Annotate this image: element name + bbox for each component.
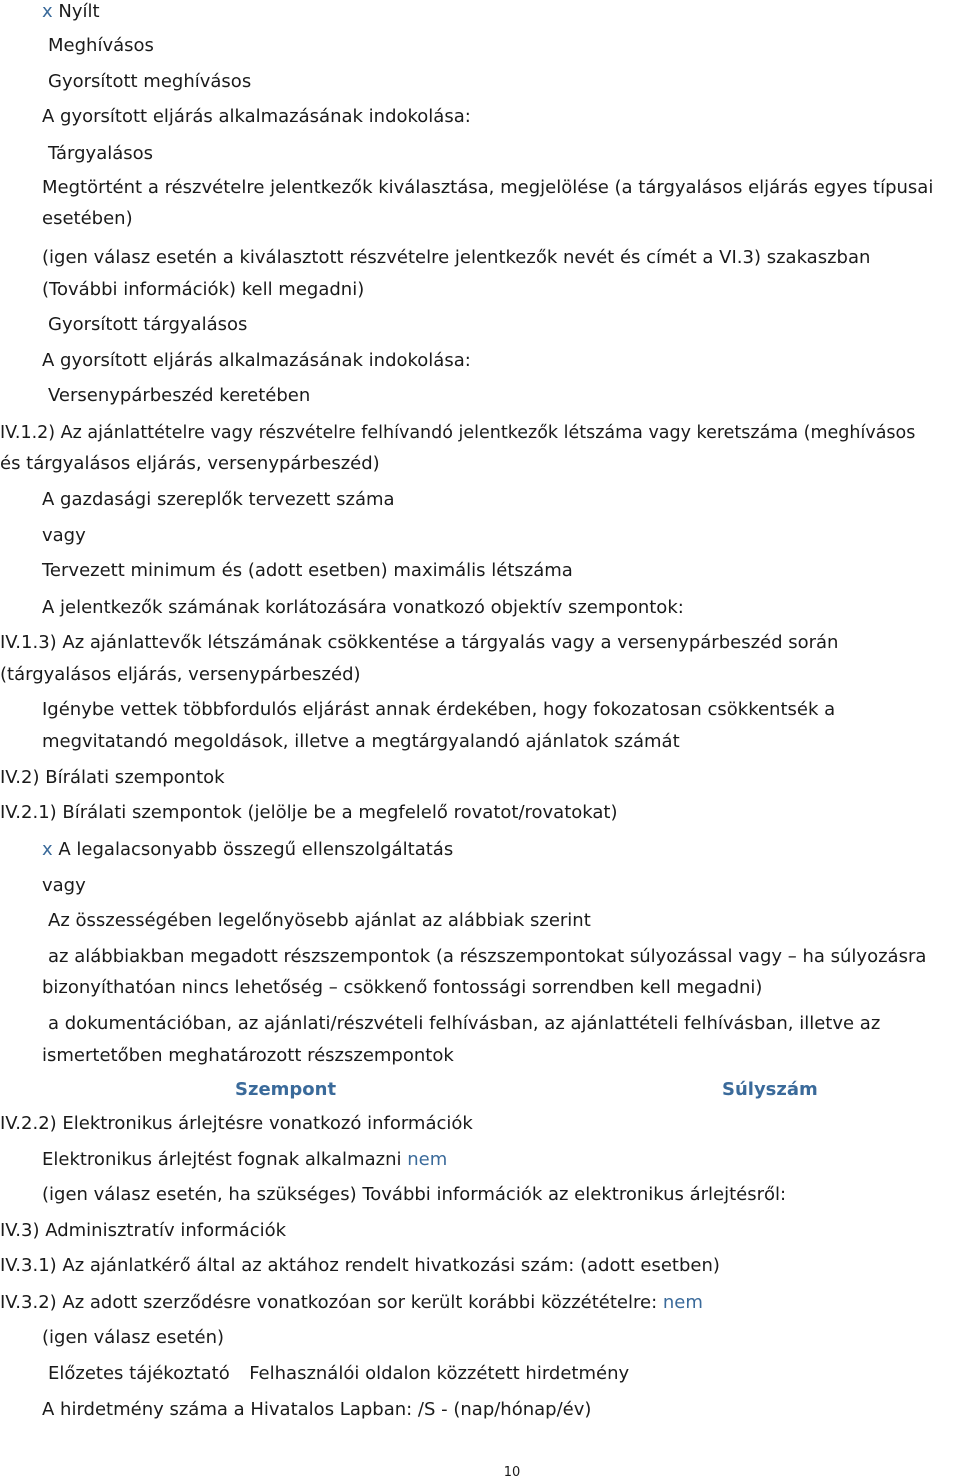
limitation-criteria: A jelentkezők számának korlátozására vonatkozó objektív szempontok:: [42, 597, 684, 618]
multistage-line-1: Igénybe vettek többfordulós eljárást annak érdekében, hogy fokozatosan csökkentsék a: [42, 699, 836, 720]
negotiated-option: Tárgyalásos: [48, 143, 154, 164]
iv-1-3-heading-line-1: IV.1.3) Az ajánlattevők létszámának csökkentése a tárgyalás vagy a versenypárbeszéd során: [0, 632, 839, 653]
docs-line-2: ismertetőben meghatározott részszempontok: [42, 1045, 454, 1066]
min-max-number: Tervezett minimum és (adott esetben) maximális létszáma: [42, 560, 573, 581]
open-option: [42, 0, 100, 24]
accelerated-justification-2: A gyorsított eljárás alkalmazásának indokolása:: [42, 350, 471, 371]
checkbox-mark: x: [42, 1, 53, 22]
prev-pub-label: IV.3.2) Az adott szerződésre vonatkozóan sor került korábbi közzétételre:: [0, 1292, 658, 1313]
planned-number: A gazdasági szereplők tervezett száma: [42, 489, 395, 510]
e-auction-value: nem: [407, 1149, 448, 1170]
accelerated-restricted-option: Gyorsított meghívásos: [48, 71, 252, 92]
iv-1-2-heading-line-1: IV.1.2) Az ajánlattételre vagy részvételre felhívandó jelentkezők létszáma vagy keretszáma (meghívásos: [0, 423, 916, 443]
iv-3-heading: IV.3) Adminisztratív információk: [0, 1220, 287, 1241]
competitive-dialogue-option: Versenypárbeszéd keretében: [48, 385, 311, 406]
iv-2-1-heading: IV.2.1) Bírálati szempontok (jelölje be a megfelelő rovatot/rovatokat): [0, 802, 618, 823]
buyer-profile-option: Felhasználói oldalon közzétett hirdetmény: [249, 1363, 630, 1384]
iv-3-2-if-yes: (igen válasz esetén): [42, 1327, 225, 1348]
prior-info-option: Előzetes tájékoztató: [48, 1363, 230, 1384]
if-yes-line-2: (További információk) kell megadni): [42, 279, 365, 300]
weight-column-header: Súlyszám: [722, 1079, 818, 1100]
subcriteria-line-1: az alábbiakban megadott részszempontok (a részszempontokat súlyozással vagy – ha súlyozásra: [48, 946, 927, 967]
lowest-price-label: A legalacsonyabb összegű ellenszolgáltatás: [58, 839, 454, 860]
or-text: vagy: [42, 875, 86, 896]
iv-3-1-ref-number: IV.3.1) Az ajánlatkérő által az aktához rendelt hivatkozási szám: (adott esetben): [0, 1255, 720, 1276]
iv-1-2-heading-line-2: és tárgyalásos eljárás, versenypárbeszéd): [0, 453, 380, 474]
best-value-option: Az összességében legelőnyösebb ajánlat az alábbiak szerint: [48, 910, 591, 931]
oj-number: A hirdetmény száma a Hivatalos Lapban: /S - (nap/hónap/év): [42, 1399, 592, 1420]
subcriteria-line-2: bizonyíthatóan nincs lehetőség – csökkenő fontossági sorrendben kell megadni): [42, 977, 763, 998]
e-auction-line: [42, 1148, 447, 1172]
criterion-column-header: Szempont: [235, 1079, 337, 1100]
e-auction-info: (igen válasz esetén, ha szükséges) További információk az elektronikus árlejtésről:: [42, 1184, 787, 1205]
lowest-price-option: [42, 838, 453, 862]
accelerated-negotiated-option: Gyorsított tárgyalásos: [48, 314, 248, 335]
or-text: vagy: [42, 525, 86, 546]
iv-3-2-line: [0, 1291, 703, 1315]
page-number: 10: [503, 1465, 521, 1480]
selection-done-line-2: esetében): [42, 208, 133, 229]
docs-line-1: a dokumentációban, az ajánlati/részvételi felhívásban, az ajánlattételi felhívásban, illetve az: [48, 1013, 881, 1034]
multistage-line-2: megvitatandó megoldások, illetve a megtárgyalandó ajánlatok számát: [42, 731, 680, 752]
checkbox-mark: x: [42, 839, 53, 860]
iv-1-3-heading-line-2: (tárgyalásos eljárás, versenypárbeszéd): [0, 664, 361, 685]
iv-2-heading: IV.2) Bírálati szempontok: [0, 767, 225, 788]
accelerated-justification: A gyorsított eljárás alkalmazásának indokolása:: [42, 106, 471, 127]
if-yes-line-1: (igen válasz esetén a kiválasztott részvételre jelentkezők nevét és címét a VI.3) szakaszban: [42, 247, 871, 268]
restricted-option: Meghívásos: [48, 35, 154, 56]
open-label: Nyílt: [58, 1, 100, 22]
selection-done-line-1: Megtörtént a részvételre jelentkezők kiválasztása, megjelölése (a tárgyalásos eljárás egyes típusai: [42, 177, 934, 198]
prior-info-line: [48, 1362, 629, 1386]
e-auction-label: Elektronikus árlejtést fognak alkalmazni: [42, 1149, 402, 1170]
prev-pub-value: nem: [662, 1292, 703, 1313]
iv-2-2-heading: IV.2.2) Elektronikus árlejtésre vonatkozó információk: [0, 1113, 473, 1134]
